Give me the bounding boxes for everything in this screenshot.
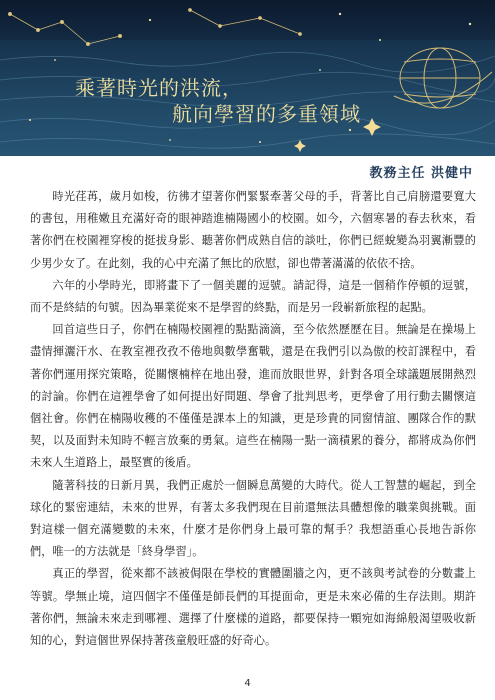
paragraph: 隨著科技的日新月異，我們正處於一個瞬息萬變的大時代。從人工智慧的崛起，到全球化的緊密連結，未來的世界，有著太多我們現在目前還無法具體想像的職業與挑戰。面對這樣一個充滿變數的未來，什麼才是你們身上最可靠的幫手？我想語重心長地告訴你們，唯一的方法就是「終身學習」。 <box>30 478 476 559</box>
banner-title-line2: 航向學習的多重領域 <box>172 102 361 126</box>
paragraph: 真正的學習，從來都不該被侷限在學校的實體圍牆之內，更不該與考試卷的分數畫上等號。學無止境，這四個字不僅僅是師長們的耳提面命，更是未來必備的生存法則。期許著你們，無論未來走到哪裡、選擇了什麼樣的道路，都要保持一顆宛如海綿般渴望吸收新知的心，對這個世界保持著孩童般旺盛的好奇心。 <box>30 567 476 648</box>
paragraph: 時光荏苒，歲月如梭，彷彿才望著你們緊緊牽著父母的手，背著比自己肩膀還要寬大的書包，用稚嫩且充滿好奇的眼神踏進楠陽國小的校園。如今，六個寒暑的春去秋來，看著你們在校園裡穿梭的挺拔身影、聽著你們成熟自信的談吐，你們已經蛻變為羽翼漸豐的少男少女了。在此刻，我的心中充滿了無比的欣慰，卻也帶著滿滿的依依不捨。 <box>30 190 476 270</box>
paragraph: 六年的小學時光，即將畫下了一個美麗的逗號。請記得，這是一個稍作停頓的逗號，而不是終結的句號。因為畢業從來不是學習的終點，而是另一段嶄新旅程的起點。 <box>30 278 476 315</box>
header-banner <box>0 0 495 156</box>
banner-title-line1: 乘著時光的洪流， <box>75 76 243 100</box>
author-byline: 教務主任 洪健中 <box>369 166 473 181</box>
page-number: 4 <box>244 678 251 689</box>
paragraph: 回首這些日子，你們在楠陽校園裡的點點滴滴，至今依然歷歷在目。無論是在操場上盡情揮灑汗水、在教室裡孜孜不倦地與數學奮戰，還是在我們引以為傲的校訂課程中，看著你們運用探究策略，從關懷楠梓在地出發，進而放眼世界，針對各項全球議題展開熱烈的討論。你們在這裡學會了如何提出好問題、學會了批判思考，更學會了用行動去關懷這個社會。你們在楠陽收穫的不僅僅是課本上的知識，更是珍貴的同窗情誼、團隊合作的默契，以及面對未知時不輕言放棄的勇氣。這些在楠陽一點一滴積累的養分，都將成為你們未來人生道路上，最堅實的後盾。 <box>30 323 476 470</box>
article-body <box>30 186 476 652</box>
constellation-mid-icon <box>189 9 302 36</box>
